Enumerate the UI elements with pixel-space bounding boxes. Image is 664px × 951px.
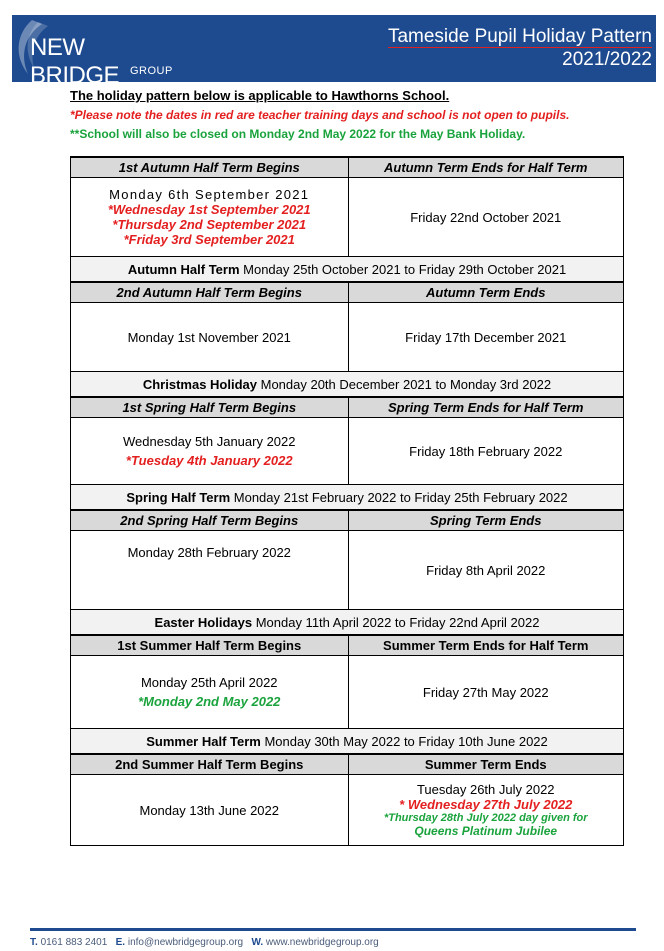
term-begins-cell — [71, 531, 349, 610]
holiday-dates: Monday 25th October 2021 to Friday 29th October 2021 — [239, 261, 567, 277]
term-ends-cell — [348, 178, 624, 257]
term-begin-date: Monday 13th June 2022 — [139, 802, 279, 818]
jubilee-note: *Thursday 28th July 2022 day given for — [383, 812, 588, 824]
logo-main-text: NEW BRIDGE — [30, 34, 120, 89]
holiday-band — [71, 610, 624, 636]
holiday-band — [71, 257, 624, 283]
table-row — [71, 656, 624, 729]
applicability-note: The holiday pattern below is applicable to Hawthorns School. — [70, 88, 450, 103]
holiday-band — [71, 372, 624, 398]
term-begins-header: 1st Autumn Half Term Begins — [71, 157, 349, 178]
holiday-name: Autumn Half Term — [127, 261, 240, 277]
holiday-band — [71, 485, 624, 511]
table-row — [71, 610, 624, 636]
table-row — [71, 531, 624, 610]
term-begins-header: 2nd Autumn Half Term Begins — [71, 282, 349, 303]
term-ends-header: Autumn Term Ends for Half Term — [348, 157, 624, 178]
training-day: *Thursday 2nd September 2021 — [112, 217, 307, 232]
holiday-name: Summer Half Term — [146, 733, 261, 749]
table-row — [71, 303, 624, 372]
table-row — [71, 729, 624, 755]
phone-label: T. — [30, 937, 38, 948]
new-bridge-logo — [12, 14, 173, 89]
table-row — [71, 485, 624, 511]
term-ends-cell — [348, 303, 624, 372]
bank-holiday-date: *Monday 2nd May 2022 — [138, 694, 281, 709]
table-row — [71, 257, 624, 283]
jubilee-note: Queens Platinum Jubilee — [414, 824, 558, 838]
training-days-note: *Please note the dates in red are teacher training days and school is not open to pupils. — [70, 108, 570, 122]
term-begins-header: 2nd Summer Half Term Begins — [71, 754, 349, 775]
term-begins-cell — [71, 418, 349, 485]
table-row — [71, 775, 624, 846]
term-ends-header: Summer Term Ends for Half Term — [348, 635, 624, 656]
footer-contact — [30, 937, 379, 948]
term-ends-header: Spring Term Ends — [348, 510, 624, 531]
term-end-date: Friday 17th December 2021 — [405, 329, 567, 345]
term-begin-date: Monday 1st November 2021 — [127, 329, 291, 345]
term-end-date: Friday 27th May 2022 — [422, 684, 549, 700]
term-begins-header: 1st Spring Half Term Begins — [71, 397, 349, 418]
training-day: *Friday 3rd September 2021 — [123, 232, 295, 247]
term-ends-cell — [348, 531, 624, 610]
intro-notes — [70, 88, 630, 141]
logo-sub-text: GROUP — [130, 65, 173, 77]
term-begins-cell — [71, 775, 349, 846]
footer-divider — [30, 928, 636, 931]
term-ends-cell — [348, 418, 624, 485]
holiday-dates: Monday 30th May 2022 to Friday 10th June 2022 — [260, 733, 548, 749]
term-ends-header: Spring Term Ends for Half Term — [348, 397, 624, 418]
holiday-dates: Monday 11th April 2022 to Friday 22nd April 2022 — [252, 614, 540, 630]
table-row — [71, 157, 624, 178]
term-begins-header: 1st Summer Half Term Begins — [71, 635, 349, 656]
term-end-date: Friday 8th April 2022 — [426, 562, 546, 578]
table-row — [71, 510, 624, 531]
term-end-date: Friday 18th February 2022 — [409, 443, 563, 459]
holiday-name: Spring Half Term — [126, 489, 231, 505]
term-begin-date: Monday 25th April 2022 — [140, 675, 278, 690]
training-day: *Wednesday 1st September 2021 — [107, 202, 311, 217]
email-label: E. — [115, 937, 126, 948]
term-begin-date: Wednesday 5th January 2022 — [123, 434, 296, 449]
term-begins-header: 2nd Spring Half Term Begins — [71, 510, 349, 531]
term-end-date: Tuesday 26th July 2022 — [416, 782, 555, 797]
term-ends-cell — [348, 775, 624, 846]
holiday-band — [71, 729, 624, 755]
table-row — [71, 754, 624, 775]
phone-number: 0161 883 2401 — [40, 937, 108, 948]
term-begin-date: Monday 28th February 2022 — [127, 545, 291, 560]
term-begin-date: Monday 6th September 2021 — [109, 187, 310, 202]
table-row — [71, 372, 624, 398]
holiday-dates: Monday 20th December 2021 to Monday 3rd 2022 — [257, 376, 552, 392]
holiday-table — [70, 156, 624, 846]
page-title: Tameside Pupil Holiday Pattern — [387, 26, 652, 47]
website-link[interactable]: www.newbridgegroup.org — [265, 937, 379, 948]
term-ends-cell — [348, 656, 624, 729]
table-row — [71, 397, 624, 418]
term-ends-header: Autumn Term Ends — [348, 282, 624, 303]
term-begins-cell — [71, 656, 349, 729]
table-row — [71, 178, 624, 257]
term-ends-header: Summer Term Ends — [348, 754, 624, 775]
table-row — [71, 418, 624, 485]
term-begins-cell — [71, 178, 349, 257]
bank-holiday-note: **School will also be closed on Monday 2nd May 2022 for the May Bank Holiday. — [70, 127, 526, 141]
holiday-dates: Monday 21st February 2022 to Friday 25th February 2022 — [230, 489, 568, 505]
table-row — [71, 282, 624, 303]
email-link[interactable]: info@newbridgegroup.org — [127, 937, 244, 948]
term-end-date: Friday 22nd October 2021 — [410, 209, 562, 225]
holiday-name: Easter Holidays — [154, 614, 253, 630]
holiday-name: Christmas Holiday — [142, 376, 257, 392]
table-row — [71, 635, 624, 656]
training-day: *Tuesday 4th January 2022 — [125, 453, 293, 468]
page-subtitle-year: 2021/2022 — [562, 49, 652, 70]
training-day: * Wednesday 27th July 2022 — [399, 797, 573, 812]
term-begins-cell — [71, 303, 349, 372]
website-label: W. — [251, 937, 264, 948]
